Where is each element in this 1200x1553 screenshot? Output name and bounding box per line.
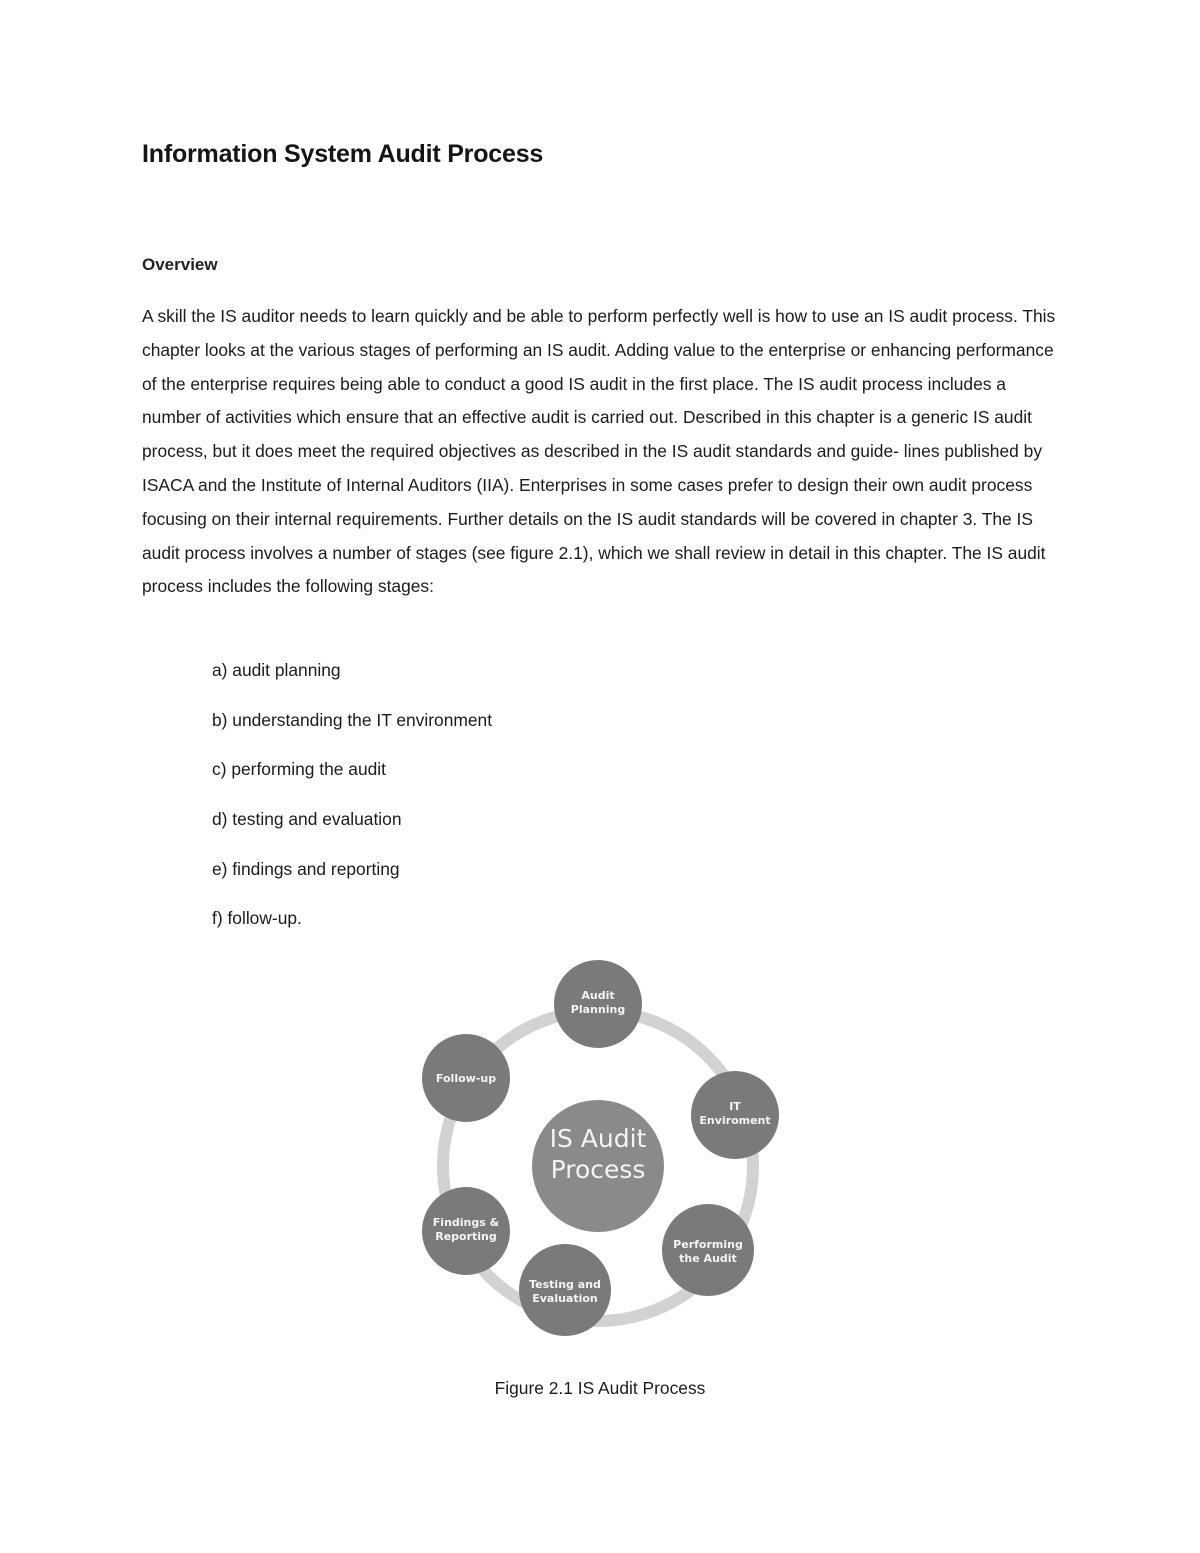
page-title: Information System Audit Process	[142, 140, 544, 168]
node-audit-planning-line2: Planning	[570, 1003, 626, 1016]
audit-process-diagram	[410, 948, 790, 1351]
stage-item: f) follow-up.	[212, 908, 302, 929]
node-it-environment-line2: Enviroment	[699, 1114, 771, 1127]
stage-item: e) findings and reporting	[212, 858, 400, 879]
stage-item: a) audit planning	[212, 660, 341, 680]
overview-paragraph: A skill the IS auditor needs to learn quickly and be able to perform perfectly well is how to use an IS audit process. This chapter looks at the various stages of performing an IS audit. Adding value to the enterprise or enhancing performance of the enterprise requires being able to conduct a good IS audit in the first place. The IS audit process includes a number of activities which ensure that an effective audit is carried out. Described in this chapter is a generic IS audit process, but it does meet the required objectives as described in the IS audit standards and guide- lines published by ISACA and the Institute of Internal Auditors (IIA). Enterprises in some cases prefer to design their own audit process focusing on their internal requirements. Further details on the IS audit standards will be covered in chapter 3. The IS audit process involves a number of stages (see figure 2.1), which we shall review in detail in this chapter. The IS audit process includes the following stages:	[142, 306, 1056, 597]
figure-caption	[0, 1378, 1200, 1399]
stage-item: d) testing and evaluation	[212, 809, 402, 830]
node-audit-planning-line1: Audit	[581, 989, 615, 1002]
stage-item: c) performing the audit	[212, 759, 386, 780]
diagram-svg	[410, 948, 790, 1351]
figure-caption-text: Figure 2.1 IS Audit Process	[494, 1378, 706, 1398]
node-performing-audit-line2: the Audit	[679, 1252, 737, 1265]
center-label-line2: Process	[550, 1155, 646, 1184]
node-it-environment-line1: IT	[729, 1100, 741, 1113]
node-performing-audit-line1: Performing	[673, 1238, 743, 1251]
node-testing-evaluation-line2: Evaluation	[532, 1292, 598, 1305]
overview-heading: Overview	[142, 255, 218, 274]
stage-item: b) understanding the IT environment	[212, 709, 493, 730]
node-testing-evaluation-line1: Testing and	[529, 1278, 601, 1291]
node-follow-up-line1: Follow-up	[435, 1072, 497, 1085]
node-findings-reporting-line2: Reporting	[435, 1230, 497, 1243]
center-label-line1: IS Audit	[549, 1124, 647, 1153]
stages-list	[212, 655, 492, 953]
node-findings-reporting-line1: Findings &	[432, 1216, 500, 1229]
